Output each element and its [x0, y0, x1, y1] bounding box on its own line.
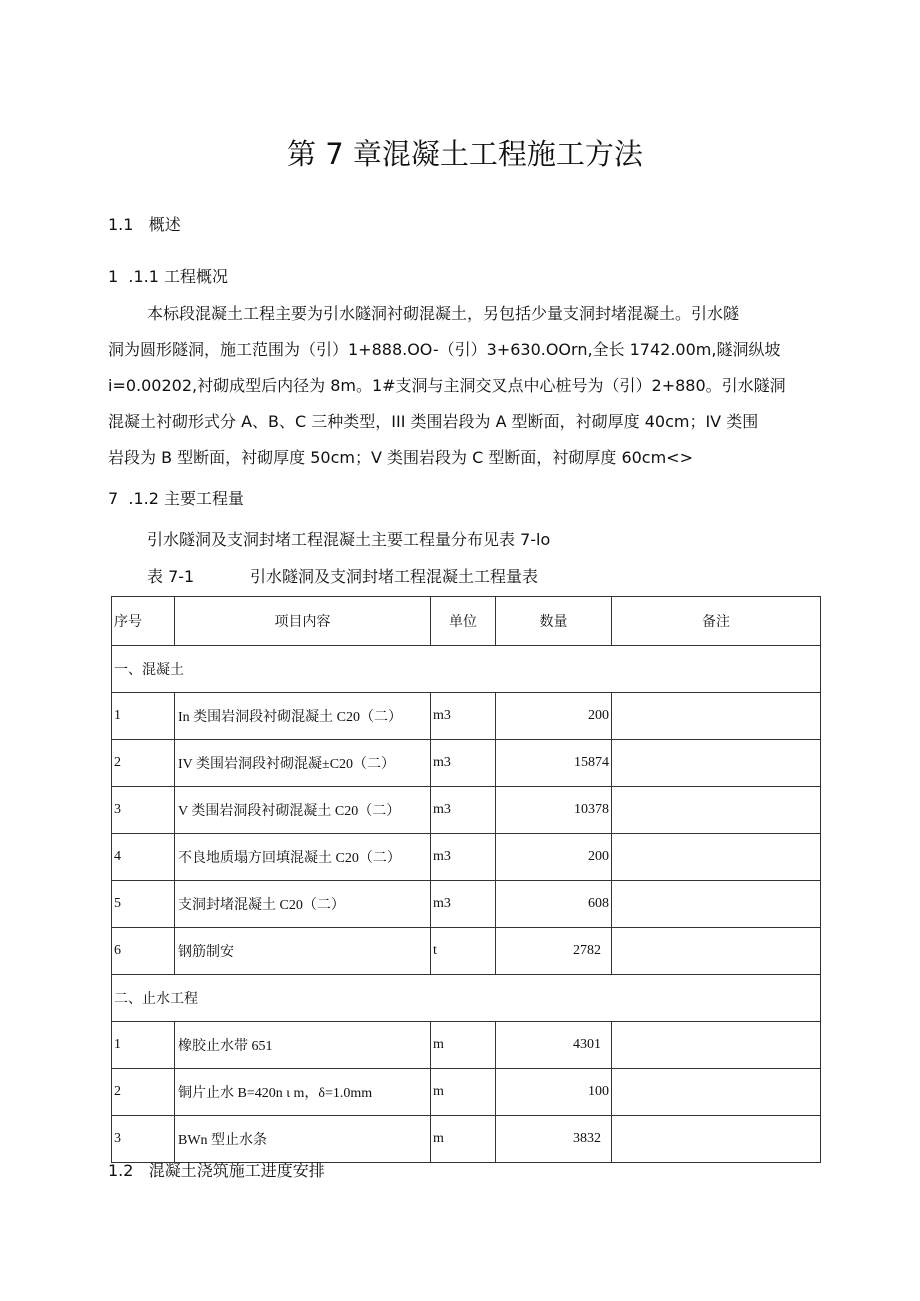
cell-quantity: 3832 — [496, 1116, 612, 1163]
table-group-row — [112, 975, 821, 1022]
cell-quantity: 200 — [496, 693, 612, 740]
cell-quantity: 608 — [496, 881, 612, 928]
cell-quantity: 200 — [496, 834, 612, 881]
cell-index: 3 — [112, 1116, 175, 1163]
header-remark: 备注 — [612, 597, 821, 646]
cell-unit: m3 — [431, 834, 496, 881]
quantity-table — [111, 596, 821, 1163]
cell-quantity: 15874 — [496, 740, 612, 787]
cell-remark — [612, 693, 821, 740]
table-group-row — [112, 646, 821, 693]
table-row — [112, 693, 821, 740]
table-row — [112, 928, 821, 975]
cell-unit: m3 — [431, 881, 496, 928]
cell-item: BWn 型止水条 — [175, 1116, 431, 1163]
cell-item: 铜片止水 B=420n ι m，δ=1.0mm — [175, 1069, 431, 1116]
cell-item: 橡胶止水带 651 — [175, 1022, 431, 1069]
cell-index: 2 — [112, 1069, 175, 1116]
cell-item: V 类围岩洞段衬砌混凝土 C20（二） — [175, 787, 431, 834]
cell-unit: m — [431, 1116, 496, 1163]
header-quantity: 数量 — [496, 597, 612, 646]
group-label-waterstop: 二、止水工程 — [112, 975, 821, 1022]
cell-unit: m3 — [431, 693, 496, 740]
table-row — [112, 1069, 821, 1116]
group-label-concrete: 一、混凝土 — [112, 646, 821, 693]
table-header-row — [112, 597, 821, 646]
cell-remark — [612, 1116, 821, 1163]
cell-quantity: 4301 — [496, 1022, 612, 1069]
cell-unit: m3 — [431, 740, 496, 787]
cell-remark — [612, 1022, 821, 1069]
cell-item: In 类围岩洞段衬砌混凝土 C20（二） — [175, 693, 431, 740]
table-caption-text: 引水隧洞及支洞封堵工程混凝土工程量表 — [250, 567, 539, 586]
cell-index: 6 — [112, 928, 175, 975]
table-row — [112, 881, 821, 928]
cell-quantity: 100 — [496, 1069, 612, 1116]
section-heading-1-1-2: 7 .1.2 主要工程量 — [108, 489, 244, 508]
cell-item: 支洞封堵混凝土 C20（二） — [175, 881, 431, 928]
paragraph-line-3: i=0.00202,衬砌成型后内径为 8m。1#支洞与主洞交叉点中心桩号为（引）2+880。引水隧洞 — [108, 376, 786, 395]
cell-quantity: 2782 — [496, 928, 612, 975]
table-reference-paragraph: 引水隧洞及支洞封堵工程混凝土主要工程量分布见表 7-lo — [147, 530, 551, 549]
cell-remark — [612, 928, 821, 975]
paragraph-line-5: 岩段为 B 型断面，衬砌厚度 50cm；V 类围岩段为 C 型断面，衬砌厚度 60cm<> — [108, 448, 693, 467]
cell-item: 不良地质塌方回填混凝土 C20（二） — [175, 834, 431, 881]
paragraph-line-1: 本标段混凝土工程主要为引水隧洞衬砌混凝土，另包括少量支洞封堵混凝土。引水隧 — [147, 304, 740, 323]
cell-remark — [612, 1069, 821, 1116]
table-row — [112, 834, 821, 881]
cell-unit: m — [431, 1022, 496, 1069]
cell-remark — [612, 834, 821, 881]
chapter-title: 第 7 章混凝土工程施工方法 — [287, 137, 643, 171]
cell-index: 3 — [112, 787, 175, 834]
table-row — [112, 1116, 821, 1163]
cell-index: 5 — [112, 881, 175, 928]
cell-unit: m — [431, 1069, 496, 1116]
table-row — [112, 1022, 821, 1069]
cell-index: 1 — [112, 693, 175, 740]
cell-remark — [612, 881, 821, 928]
table-row — [112, 740, 821, 787]
cell-remark — [612, 787, 821, 834]
cell-index: 2 — [112, 740, 175, 787]
cell-remark — [612, 740, 821, 787]
paragraph-line-4: 混凝土衬砌形式分 A、B、C 三种类型，III 类围岩段为 A 型断面，衬砌厚度 40cm；IV 类围 — [108, 412, 759, 431]
section-heading-1-1-1: 1 .1.1 工程概况 — [108, 267, 228, 286]
cell-index: 1 — [112, 1022, 175, 1069]
cell-unit: m3 — [431, 787, 496, 834]
cell-quantity: 10378 — [496, 787, 612, 834]
header-item: 项目内容 — [175, 597, 431, 646]
paragraph-line-2: 洞为圆形隧洞，施工范围为（引）1+888.OO-（引）3+630.OOrn,全长 1742.00m,隧洞纵坡 — [108, 340, 781, 359]
cell-item: 钢筋制安 — [175, 928, 431, 975]
section-heading-1-1: 1.1 概述 — [108, 215, 181, 234]
cell-unit: t — [431, 928, 496, 975]
table-row — [112, 787, 821, 834]
cell-item: IV 类围岩洞段衬砌混凝±C20（二） — [175, 740, 431, 787]
section-heading-1-2: 1.2 混凝土浇筑施工进度安排 — [108, 1161, 325, 1180]
header-unit: 单位 — [431, 597, 496, 646]
header-index: 序号 — [112, 597, 175, 646]
table-caption-number: 表 7-1 — [147, 567, 195, 586]
cell-index: 4 — [112, 834, 175, 881]
